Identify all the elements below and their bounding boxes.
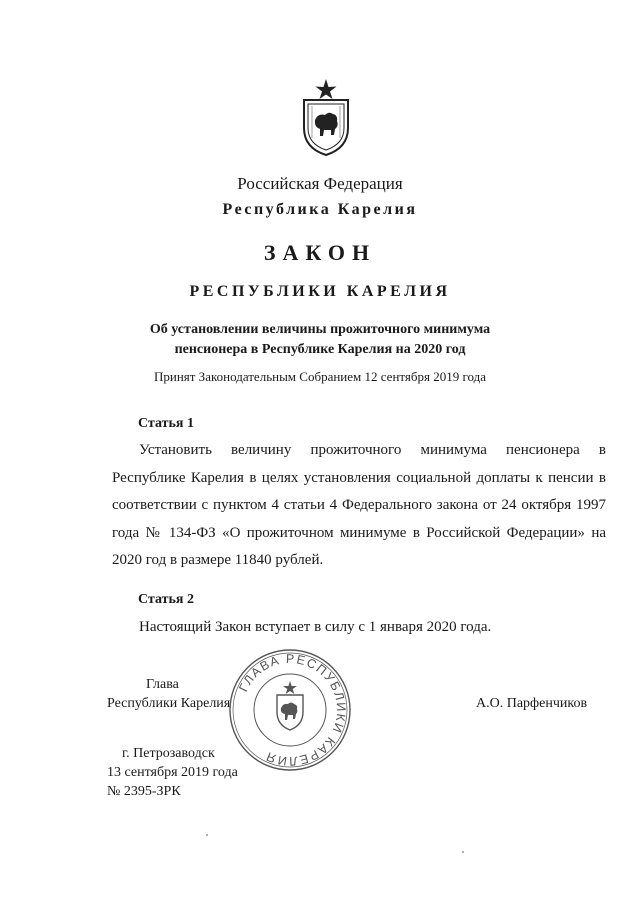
article-1-text: Установить величину прожиточного минимума пенсионера в Республике Карелия в целях установления социальной доплаты к пенсии в соответствии с пунктом 4 статьи 4 Федерального закона от 24 октября 1997 года № 134-ФЗ «О прожиточном минимуме в Российской Федерации» на 2020 год в размере 11840 рублей. [112,442,606,568]
law-subject-line: пенсионера в Республике Карелия на 2020 год [174,342,466,357]
place-of-signing: г. Петрозаводск [122,746,215,761]
scan-speck [462,851,464,853]
svg-text:ГЛАВА РЕСПУБЛИКИ КАРЕЛИЯ: ГЛАВА РЕСПУБЛИКИ КАРЕЛИЯ [236,651,349,769]
law-subject [0,320,640,360]
article-2-text: Настоящий Закон вступает в силу с 1 января 2020 года. [139,619,492,635]
law-number: № 2395-ЗРК [107,784,181,799]
signatory-position-line1: Глава [146,677,179,692]
country-name: Российская Федерация [237,174,403,193]
coat-of-arms-emblem [298,78,354,156]
official-seal-stamp [228,648,352,772]
scan-speck [206,834,208,836]
article-2-title: Статья 2 [138,592,194,607]
republic-name: Республика Карелия [222,201,418,218]
law-title: ЗАКОН [263,240,377,265]
signatory-position-line2: Республики Карелия [107,696,231,711]
signatory-name: А.О. Парфенчиков [476,696,588,711]
signing-date: 13 сентября 2019 года [107,765,238,780]
law-subject-line: Об установлении величины прожиточного минимума [149,322,491,337]
article-1-title: Статья 1 [138,416,194,431]
law-subtitle: РЕСПУБЛИКИ КАРЕЛИЯ [189,283,451,300]
adoption-note: Принят Законодательным Собранием 12 сентября 2019 года [153,369,487,384]
